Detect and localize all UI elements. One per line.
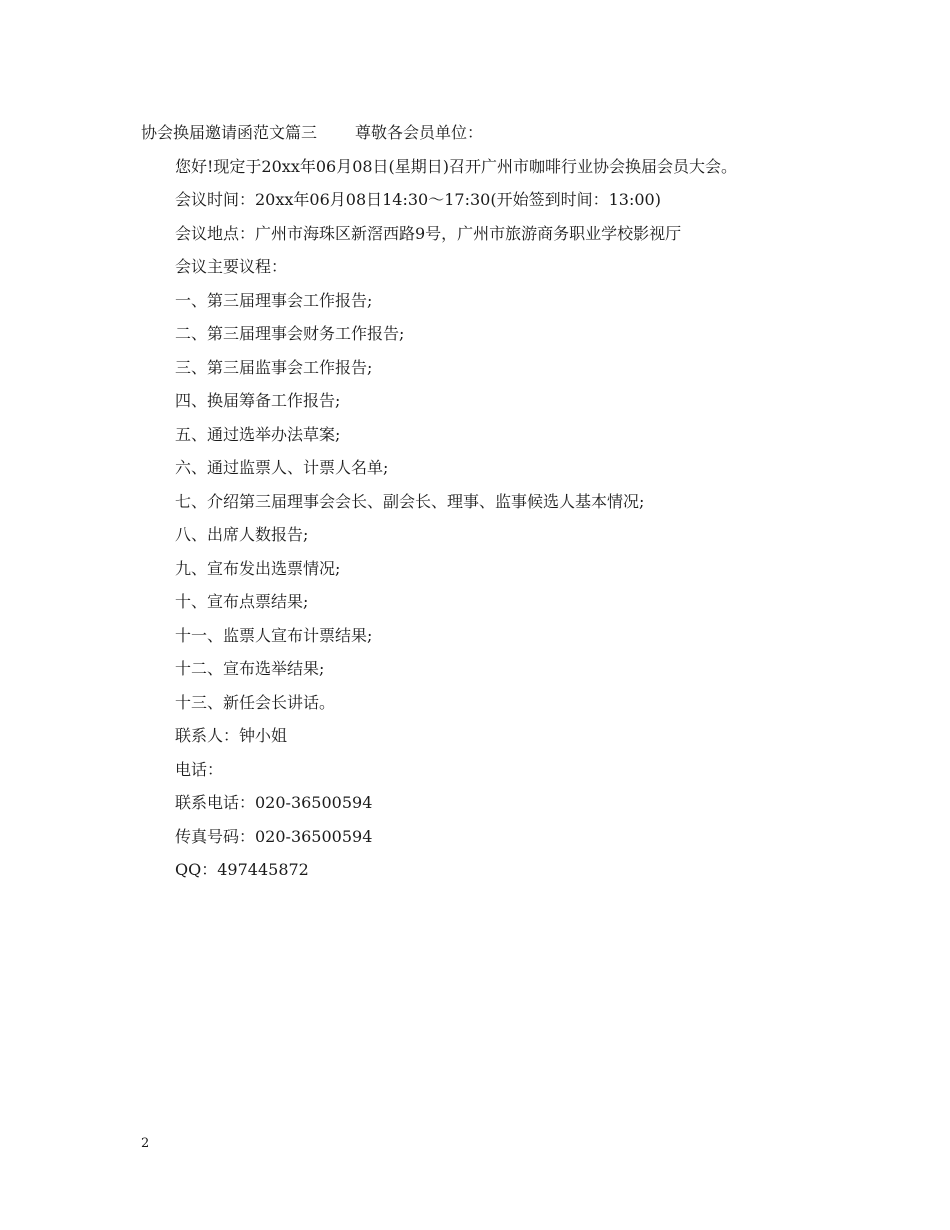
meeting-place: 会议地点：广州市海珠区新滘西路9号，广州市旅游商务职业学校影视厅 xyxy=(175,223,682,243)
agenda-item: 四、换届筹备工作报告; xyxy=(175,391,341,410)
contact-phone: 联系电话：020-36500594 xyxy=(175,793,373,812)
page-number: 2 xyxy=(141,1136,150,1151)
agenda-item: 八、出席人数报告; xyxy=(175,525,309,544)
agenda-title: 会议主要议程： xyxy=(175,257,288,276)
agenda-item: 十一、监票人宣布计票结果; xyxy=(175,625,373,645)
document-heading: 协会换届邀请函范文篇三 xyxy=(141,123,318,142)
intro-paragraph: 您好!现定于20xx年06月08日(星期日)召开广州市咖啡行业协会换届会员大会。 xyxy=(175,156,738,176)
agenda-item: 七、介绍第三届理事会会长、副会长、理事、监事候选人基本情况; xyxy=(175,491,645,511)
agenda-item: 一、第三届理事会工作报告; xyxy=(175,290,373,310)
agenda-item: 十二、宣布选举结果; xyxy=(175,659,325,678)
agenda-item: 二、第三届理事会财务工作报告; xyxy=(175,324,405,343)
contact-person: 联系人：钟小姐 xyxy=(175,726,288,745)
agenda-item: 六、通过监票人、计票人名单; xyxy=(175,458,389,477)
agenda-item: 三、第三届监事会工作报告; xyxy=(175,357,373,377)
qq-number: QQ：497445872 xyxy=(175,860,309,879)
phone-label: 电话： xyxy=(175,759,224,779)
heading-line xyxy=(141,116,821,150)
agenda-item: 九、宣布发出选票情况; xyxy=(175,558,341,578)
document-body xyxy=(141,116,821,887)
agenda-item: 十三、新任会长讲话。 xyxy=(175,692,336,712)
meeting-time: 会议时间：20xx年06月08日14:30～17:30(开始签到时间：13:00) xyxy=(175,190,661,209)
agenda-item: 十、宣布点票结果; xyxy=(175,592,309,611)
fax-number: 传真号码：020-36500594 xyxy=(175,826,373,846)
salutation: 尊敬各会员单位： xyxy=(355,123,484,142)
agenda-item: 五、通过选举办法草案; xyxy=(175,424,341,444)
